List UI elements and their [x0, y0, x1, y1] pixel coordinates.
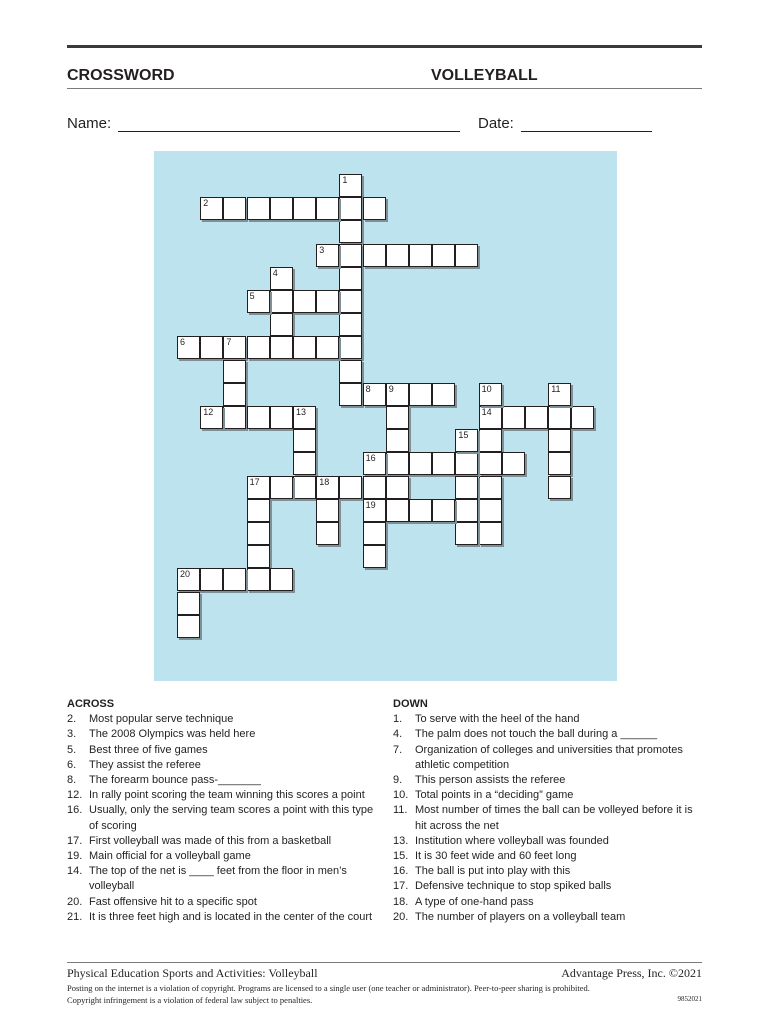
grid-cell[interactable] [339, 174, 362, 197]
grid-cell[interactable] [502, 452, 525, 475]
down-clue [393, 788, 705, 803]
grid-cell[interactable] [270, 336, 293, 359]
clue-text: Best three of five games [89, 743, 208, 756]
clue-number-label: 18 [319, 476, 330, 487]
clue-text: The forearm bounce pass-_______ [89, 774, 261, 787]
worksheet-topic-title: VOLLEYBALL [431, 67, 538, 84]
clue-number-label: 7 [226, 337, 232, 348]
worksheet-type-title: CROSSWORD [67, 67, 175, 84]
clue-text: Usually, only the serving team scores a point with this type of scoring [89, 804, 374, 832]
grid-cell[interactable] [455, 522, 478, 545]
grid-cell[interactable] [247, 522, 270, 545]
grid-cell[interactable] [455, 452, 478, 475]
grid-cell[interactable] [386, 406, 409, 429]
grid-cell[interactable] [200, 197, 223, 220]
grid-cell[interactable] [455, 476, 478, 499]
across-clue [67, 743, 379, 758]
grid-cell[interactable] [432, 383, 455, 406]
grid-cell[interactable] [293, 406, 316, 429]
grid-cell[interactable] [247, 545, 270, 568]
clue-text: Fast offensive hit to a specific spot [89, 895, 257, 908]
grid-cell[interactable] [223, 406, 246, 429]
grid-cell[interactable] [316, 476, 339, 499]
grid-cell[interactable] [479, 452, 502, 475]
down-clue [393, 895, 705, 910]
clue-number-label: 12 [203, 407, 214, 417]
grid-cell[interactable] [177, 615, 200, 638]
grid-cell[interactable] [363, 383, 386, 406]
grid-cell[interactable] [363, 545, 386, 568]
grid-cell[interactable] [247, 476, 270, 499]
grid-cell[interactable] [316, 336, 339, 359]
clue-text: Institution where volleyball was founded [415, 834, 609, 847]
clue-number-label: 15 [458, 430, 469, 441]
grid-cell[interactable] [386, 499, 409, 522]
clue-number: 20. [393, 910, 409, 923]
grid-cell[interactable] [316, 499, 339, 522]
grid-cell[interactable] [339, 476, 362, 499]
clue-number: 16. [393, 865, 409, 878]
down-clue [393, 712, 705, 727]
grid-cell[interactable] [525, 406, 548, 429]
grid-cell[interactable] [293, 452, 316, 475]
down-clue [393, 849, 705, 864]
grid-cell[interactable] [363, 522, 386, 545]
grid-cell[interactable] [432, 452, 455, 475]
across-clue [67, 773, 379, 788]
grid-cell[interactable] [247, 336, 270, 359]
clue-number: 14. [67, 865, 83, 878]
clue-text: Total points in a “deciding” game [415, 789, 574, 802]
grid-cell[interactable] [502, 406, 525, 429]
clue-text: It is three feet high and is located in the center of the court [89, 910, 373, 923]
grid-cell[interactable] [409, 452, 432, 475]
down-clue [393, 864, 705, 879]
grid-cell[interactable] [293, 336, 316, 359]
grid-cell[interactable] [409, 499, 432, 522]
grid-cell[interactable] [223, 197, 246, 220]
clue-number: 8. [67, 774, 77, 787]
grid-cell[interactable] [247, 499, 270, 522]
grid-cell[interactable] [270, 313, 293, 336]
across-clue [67, 758, 379, 773]
clue-text: The 2008 Olympics was held here [89, 728, 256, 741]
clue-number-label: 4 [272, 267, 278, 278]
down-heading: DOWN [393, 698, 428, 710]
grid-cell[interactable] [339, 267, 362, 290]
grid-cell[interactable] [548, 429, 571, 452]
grid-cell[interactable] [293, 429, 316, 452]
grid-cell[interactable] [339, 290, 362, 313]
grid-cell[interactable] [386, 476, 409, 499]
clue-number-label: 5 [249, 291, 255, 301]
clue-number: 19. [67, 850, 83, 863]
clue-number-label: 20 [180, 569, 191, 580]
grid-cell[interactable] [270, 406, 293, 429]
grid-cell[interactable] [339, 197, 362, 220]
clue-text: To serve with the heel of the hand [415, 713, 580, 726]
grid-cell[interactable] [339, 313, 362, 336]
clue-number: 21. [67, 910, 83, 923]
across-heading: ACROSS [67, 698, 115, 710]
clue-number: 11. [393, 804, 408, 817]
across-clue [67, 712, 379, 727]
down-clue [393, 803, 705, 833]
down-clue [393, 743, 705, 773]
clue-number: 1. [393, 713, 403, 726]
clue-number-label: 17 [249, 476, 260, 487]
clue-number-label: 16 [365, 453, 376, 464]
grid-cell[interactable] [223, 383, 246, 406]
grid-cell[interactable] [293, 197, 316, 220]
clue-number: 3. [67, 728, 77, 741]
clue-number: 17. [393, 880, 409, 893]
grid-cell[interactable] [200, 568, 223, 591]
grid-cell[interactable] [270, 197, 293, 220]
grid-cell[interactable] [386, 429, 409, 452]
legal-line-2: Copyright infringement is a violation of federal law subject to penalties. [67, 995, 313, 1005]
product-code: 9852021 [677, 995, 702, 1003]
grid-cell[interactable] [548, 406, 571, 429]
grid-cell[interactable] [363, 499, 386, 522]
clue-text: A type of one-hand pass [415, 895, 534, 908]
grid-cell[interactable] [223, 568, 246, 591]
name-label: Name: [67, 115, 112, 132]
clue-number-label: 11 [551, 383, 561, 394]
clue-text: The palm does not touch the ball during a ______ [415, 728, 658, 741]
grid-cell[interactable] [548, 452, 571, 475]
grid-cell[interactable] [270, 476, 293, 499]
grid-cell[interactable] [339, 360, 362, 383]
legal-notice [67, 982, 702, 1006]
grid-cell[interactable] [200, 406, 223, 429]
grid-cell[interactable] [223, 360, 246, 383]
grid-cell[interactable] [455, 429, 478, 452]
grid-cell[interactable] [293, 476, 316, 499]
grid-cell[interactable] [247, 568, 270, 591]
clue-number: 2. [67, 713, 77, 726]
across-clue [67, 788, 379, 803]
grid-cell[interactable] [386, 383, 409, 406]
footer-publisher: Advantage Press, Inc. ©2021 [561, 966, 702, 980]
clue-number-label: 19 [365, 499, 376, 510]
grid-cell[interactable] [432, 499, 455, 522]
across-clue [67, 803, 379, 833]
grid-cell[interactable] [432, 244, 455, 267]
grid-cell[interactable] [247, 406, 270, 429]
grid-cell[interactable] [386, 244, 409, 267]
clue-number: 15. [393, 850, 409, 863]
clue-number-label: 14 [481, 407, 492, 417]
grid-cell[interactable] [247, 197, 270, 220]
clue-number-label: 2 [203, 198, 209, 209]
clue-text: It is 30 feet wide and 60 feet long [415, 850, 577, 863]
grid-cell[interactable] [548, 476, 571, 499]
clue-number-label: 13 [296, 407, 307, 417]
clue-text: In rally point scoring the team winning this scores a point [89, 789, 365, 802]
grid-cell[interactable] [363, 476, 386, 499]
grid-cell[interactable] [177, 568, 200, 591]
clue-number: 6. [67, 758, 77, 771]
grid-cell[interactable] [270, 290, 293, 313]
grid-cell[interactable] [548, 383, 571, 406]
grid-cell[interactable] [223, 336, 246, 359]
grid-cell[interactable] [270, 267, 293, 290]
across-clue [67, 849, 379, 864]
clue-number: 10. [393, 789, 409, 802]
grid-cell[interactable] [177, 592, 200, 615]
across-clue [67, 895, 379, 910]
grid-cell[interactable] [177, 336, 200, 359]
down-clue [393, 879, 705, 894]
grid-cell[interactable] [316, 244, 339, 267]
grid-cell[interactable] [200, 336, 223, 359]
clue-number-label: 3 [319, 244, 325, 255]
clue-text: Defensive technique to stop spiked balls [415, 880, 612, 893]
clue-number-label: 8 [365, 383, 371, 394]
grid-cell[interactable] [316, 290, 339, 313]
clue-text: First volleyball was made of this from a basketball [89, 834, 332, 847]
footer-book-title: Physical Education Sports and Activities: Volleyball [67, 966, 318, 980]
clue-number: 16. [67, 804, 83, 817]
grid-cell[interactable] [479, 476, 502, 499]
grid-cell[interactable] [316, 197, 339, 220]
grid-cell[interactable] [479, 383, 502, 406]
grid-cell[interactable] [479, 429, 502, 452]
clue-text: Most popular serve technique [89, 713, 234, 726]
clue-number-label: 10 [481, 383, 492, 394]
clue-text: Most number of times the ball can be volleyed before it is hit across the net [415, 804, 693, 832]
grid-cell[interactable] [339, 336, 362, 359]
clue-number-label: 1 [342, 175, 348, 185]
grid-cell[interactable] [339, 220, 362, 243]
clue-number-label: 6 [180, 337, 186, 348]
clue-text: This person assists the referee [415, 774, 566, 787]
grid-cell[interactable] [339, 383, 362, 406]
grid-cell[interactable] [479, 499, 502, 522]
down-clue [393, 727, 705, 742]
grid-cell[interactable] [363, 452, 386, 475]
clue-text: Main official for a volleyball game [89, 850, 251, 863]
across-clue [67, 864, 379, 894]
grid-cell[interactable] [339, 244, 362, 267]
clue-text: The ball is put into play with this [415, 865, 571, 878]
clue-text: They assist the referee [89, 758, 201, 771]
clue-number: 12. [67, 789, 83, 802]
grid-cell[interactable] [409, 383, 432, 406]
clue-number: 5. [67, 743, 77, 756]
grid-cell[interactable] [293, 290, 316, 313]
grid-cell[interactable] [479, 406, 502, 429]
grid-cell[interactable] [386, 452, 409, 475]
grid-cell[interactable] [455, 499, 478, 522]
down-clue [393, 910, 705, 925]
clue-number-label: 9 [388, 383, 394, 394]
grid-cell[interactable] [363, 244, 386, 267]
clue-text: The number of players on a volleyball team [415, 910, 626, 923]
grid-cell[interactable] [247, 290, 270, 313]
clue-number: 7. [393, 743, 403, 756]
grid-cell[interactable] [316, 522, 339, 545]
grid-cell[interactable] [571, 406, 594, 429]
footer-rule [67, 962, 702, 963]
across-clue [67, 910, 379, 925]
clue-number: 20. [67, 895, 83, 908]
grid-cell[interactable] [363, 197, 386, 220]
clue-number: 18. [393, 895, 409, 908]
across-clue [67, 834, 379, 849]
across-clue [67, 727, 379, 742]
grid-cell[interactable] [409, 244, 432, 267]
grid-cell[interactable] [270, 568, 293, 591]
down-clues [393, 697, 705, 925]
date-label: Date: [478, 115, 514, 132]
clue-number: 13. [393, 834, 409, 847]
grid-cell[interactable] [479, 522, 502, 545]
legal-line-1: Posting on the internet is a violation of copyright. Programs are licensed to a single user (one teacher or administrator). Peer-to-peer sharing is prohibited. [67, 983, 590, 993]
grid-cell[interactable] [455, 244, 478, 267]
down-clue [393, 834, 705, 849]
clue-text: Organization of colleges and universities that promotes athletic competition [415, 743, 683, 771]
across-clues [67, 697, 379, 925]
clue-number: 17. [67, 834, 83, 847]
clue-number: 4. [393, 728, 403, 741]
clue-number: 9. [393, 774, 403, 787]
clue-text: The top of the net is ____ feet from the floor in men’s volleyball [89, 865, 347, 893]
down-clue [393, 773, 705, 788]
